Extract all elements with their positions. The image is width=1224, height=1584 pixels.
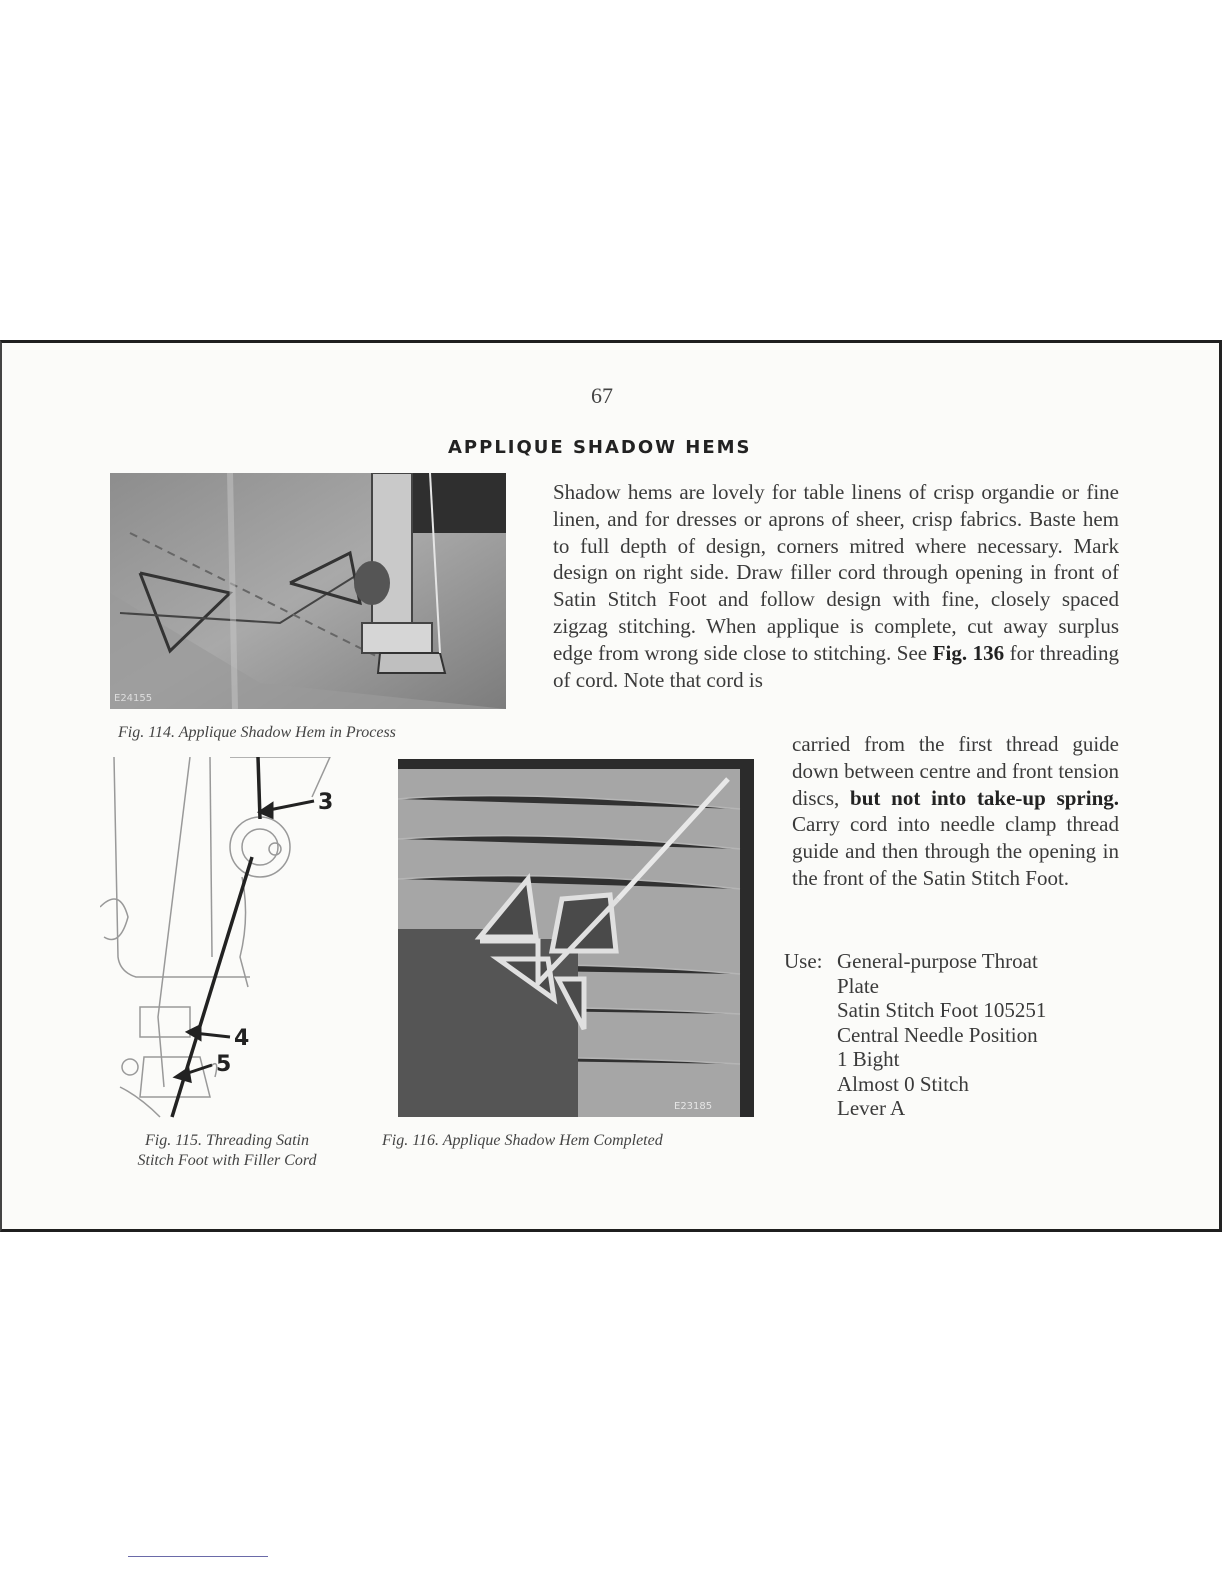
label-3: 3 [318,790,334,815]
body-paragraph-1 [553,479,1119,693]
sewing-photo-illustration [110,473,506,709]
use-item: 1 Bight [837,1047,900,1071]
fig-115-caption-line-2: Stitch Foot with Filler Cord [137,1152,317,1169]
use-item: General-purpose Throat [837,949,1038,973]
section-heading: APPLIQUE SHADOW HEMS [448,437,752,458]
fig-114-caption: Fig. 114. Applique Shadow Hem in Process [118,724,396,741]
label-4: 4 [234,1026,250,1051]
use-list [837,949,1046,1121]
body-paragraph-2 [792,731,1119,892]
use-item: Lever A [837,1096,906,1120]
emphasis-text: but not into take-up spring. [850,785,1120,810]
threading-diagram-illustration [100,757,362,1127]
footer-rule [128,1556,268,1557]
body-text: Carry cord into needle clamp thread guide and then through the opening in the front of the Satin Stitch Foot. [792,812,1119,890]
body-text: for threading of cord. Note that cord is [553,640,1119,692]
label-5: 5 [216,1052,232,1077]
fig-116-code: E23185 [674,1101,713,1112]
fig-115-threading-diagram [100,757,362,1127]
use-item: Satin Stitch Foot 105251 [837,998,1047,1022]
body-text: Shadow hems are lovely for table linens of crisp organdie or fine linen, and for dresses or aprons of sheer, crisp fabrics. Baste hem to full depth of design, corners mitred where necessary. Mark design on right side. Draw filler cord through opening in front of Satin Stitch Foot and follow design with fine, closely spaced zigzag stitching. When applique is complete, cut away surplus edge from wrong side close to stitching. See [553,480,1119,665]
use-item: Central Needle Position [837,1022,1038,1047]
use-label: Use: [784,949,823,973]
fig-116-caption: Fig. 116. Applique Shadow Hem Completed [382,1132,663,1149]
use-item: Plate [837,973,879,998]
completed-hem-illustration [398,759,754,1117]
page-number: 67 [591,383,613,408]
fig-114-photo [110,473,506,709]
body-text: carried from the first thread guide down between centre and front tension discs, [792,732,1119,810]
manual-page [0,340,1222,1232]
fig-115-caption [102,1131,352,1171]
fig-116-photo [398,759,754,1117]
use-item: Almost 0 Stitch [837,1071,969,1096]
fig-reference: Fig. 136 [932,640,1005,665]
fig-115-caption-line-1: Fig. 115. Threading Satin [145,1132,309,1149]
fig-114-code: E24155 [114,693,153,704]
